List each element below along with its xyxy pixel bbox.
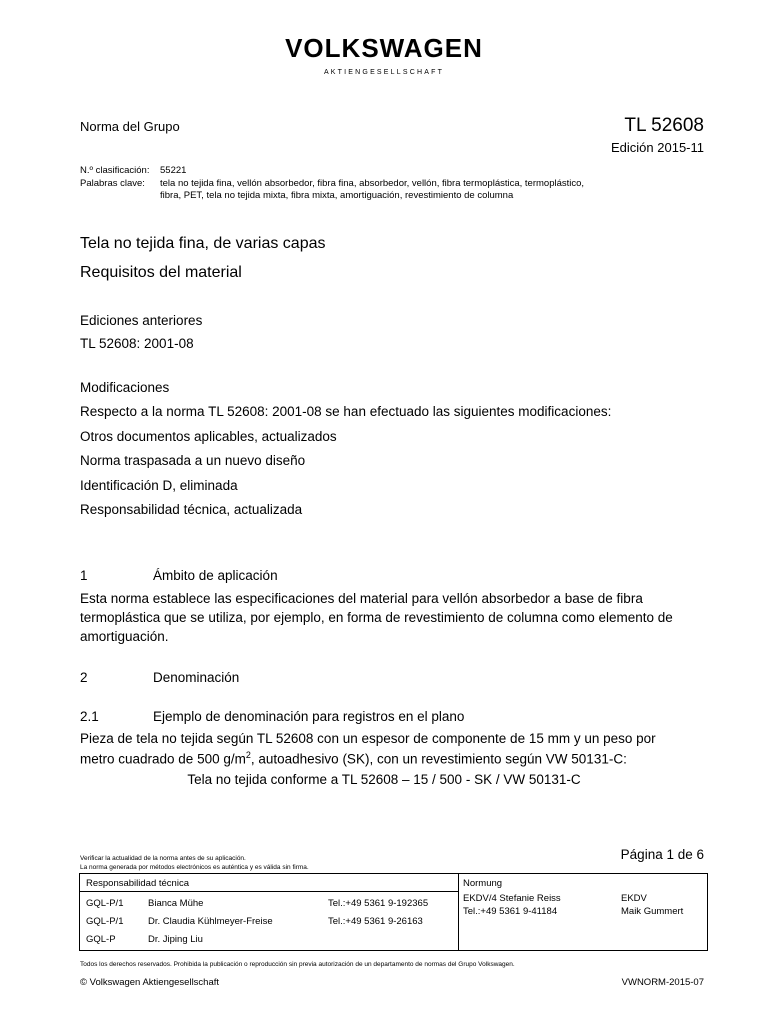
classification-row <box>80 165 186 177</box>
document-title: Tela no tejida fina, de varias capas <box>80 235 326 252</box>
section-1-title: Ámbito de aplicación <box>153 568 278 583</box>
resp-tel: Tel.:+49 5361 9-26163 <box>328 915 423 927</box>
classification-value: 55221 <box>160 165 187 176</box>
section-2-number: 2 <box>80 670 88 685</box>
normung-contact-tel: Tel.:+49 5361 9-41184 <box>463 906 558 917</box>
verify-note: Verificar la actualidad de la norma antes de su aplicación. <box>80 855 246 862</box>
responsibility-row <box>80 930 458 948</box>
normung-dept-person: Maik Gummert <box>621 906 684 917</box>
keywords-label: Palabras clave: <box>80 178 145 189</box>
modification-item: Identificación D, eliminada <box>80 478 238 493</box>
responsibility-table <box>79 873 708 951</box>
normung-cell <box>459 874 708 951</box>
normung-dept <box>621 892 683 918</box>
brand-subtitle: AKTIENGESELLSCHAFT <box>323 69 445 76</box>
text-segment: , autoadhesivo (SK), con un revestimiento según VW 50131-C: <box>250 751 627 767</box>
modification-item: Otros documentos aplicables, actualizados <box>80 429 337 444</box>
section-2-title: Denominación <box>153 670 240 685</box>
normung-contact <box>463 892 621 918</box>
previous-editions-value: TL 52608: 2001-08 <box>80 336 194 351</box>
section-1-text: Esta norma establece las especificaciones del material para vellón absorbedor a base de fibra termoplástica que se utiliza, por ejemplo, en forma de revestimiento de columna como elemento de amortiguación. <box>80 591 673 644</box>
normung-dept-code: EKDV <box>621 893 647 904</box>
resp-name: Bianca Mühe <box>148 897 204 909</box>
resp-tel: Tel.:+49 5361 9-192365 <box>328 897 429 909</box>
modifications-intro: Respecto a la norma TL 52608: 2001-08 se han efectuado las siguientes modificaciones: <box>80 404 612 419</box>
section-2-1-number: 2.1 <box>80 709 99 724</box>
keywords-value-line2: fibra, PET, tela no tejida mixta, fibra mixta, amortiguación, revestimiento de columna <box>160 190 514 201</box>
copyright: © Volkswagen Aktiengesellschaft <box>80 977 220 988</box>
section-1-number: 1 <box>80 568 88 583</box>
norma-group-label: Norma del Grupo <box>80 119 180 134</box>
responsibility-row <box>80 912 458 930</box>
superscript: 2 <box>245 750 251 760</box>
keywords-row <box>80 178 584 190</box>
modification-item: Responsabilidad técnica, actualizada <box>80 502 303 517</box>
classification-label: N.º clasificación: <box>80 165 150 176</box>
resp-name: Dr. Claudia Kühlmeyer-Freise <box>148 915 273 927</box>
brand-logo: VOLKSWAGEN <box>285 33 483 63</box>
rights-note: Todos los derechos reservados. Prohibida la publicación o reproducción sin previa autorización de un departamento de normas del Grupo Volkswagen. <box>80 961 515 968</box>
normung-contact-name: EKDV/4 Stefanie Reiss <box>463 893 561 904</box>
designation-example: Tela no tejida conforme a TL 52608 – 15 / 500 - SK / VW 50131-C <box>187 772 581 787</box>
document-subtitle: Requisitos del material <box>80 264 242 281</box>
resp-dept: GQL-P <box>86 933 116 945</box>
technical-responsibility-heading: Responsabilidad técnica <box>80 874 458 892</box>
resp-dept: GQL-P/1 <box>86 897 124 909</box>
technical-responsibility-cell <box>80 874 459 951</box>
page-number: Página 1 de 6 <box>620 847 704 862</box>
edition: Edición 2015-11 <box>611 140 704 155</box>
normung-body <box>459 892 707 918</box>
text-segment: metro cuadrado de 500 g/m <box>80 751 246 767</box>
resp-name: Dr. Jiping Liu <box>148 933 203 945</box>
normung-heading: Normung <box>463 878 503 889</box>
previous-editions-heading: Ediciones anteriores <box>80 313 203 328</box>
generated-note: La norma generada por métodos electrónicos es auténtica y es válida sin firma. <box>80 864 309 871</box>
section-2-1-text-line1: Pieza de tela no tejida según TL 52608 con un espesor de componente de 15 mm y un peso por <box>80 731 656 746</box>
section-2-1-text-line2 <box>80 750 627 767</box>
responsibility-row <box>80 894 458 912</box>
form-id: VWNORM-2015-07 <box>621 977 704 988</box>
modification-item: Norma traspasada a un nuevo diseño <box>80 453 306 468</box>
norma-number: TL 52608 <box>624 115 704 136</box>
resp-dept: GQL-P/1 <box>86 915 124 927</box>
keywords-value-line1: tela no tejida fina, vellón absorbedor, fibra fina, absorbedor, vellón, fibra termoplástica, termoplástico, <box>160 178 585 189</box>
modifications-heading: Modificaciones <box>80 380 170 395</box>
section-2-1-title: Ejemplo de denominación para registros en el plano <box>153 709 465 724</box>
